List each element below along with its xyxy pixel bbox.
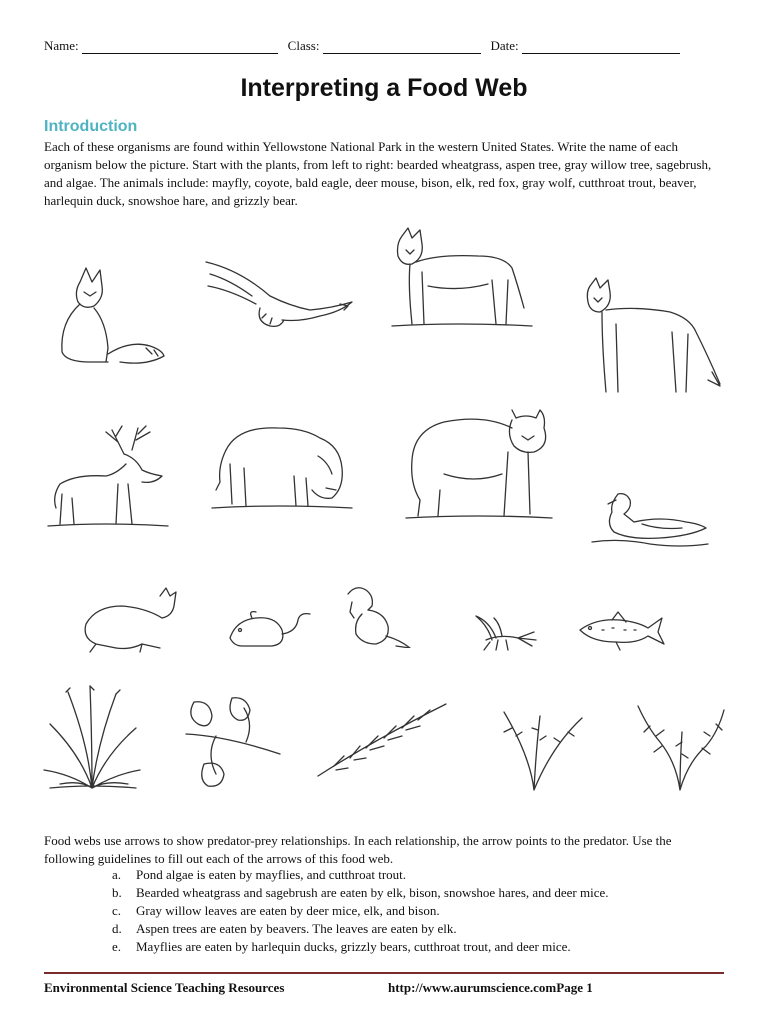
elk-drawing xyxy=(46,424,170,532)
student-info-line xyxy=(44,38,724,54)
fox-drawing xyxy=(50,262,168,370)
algae-drawing xyxy=(630,702,730,792)
guideline-item: e. Mayflies are eaten by harlequin ducks, grizzly bears, cutthroat trout, and deer mice. xyxy=(112,939,571,954)
guideline-item: a. Pond algae is eaten by mayflies, and cutthroat trout. xyxy=(112,867,407,882)
introduction-text: Each of these organisms are found within Yellowstone National Park in the western United States. Write the name of each organism below the picture. Start with the plants, from left to right: bearded wheatgrass, aspen tree, gray willow tree, sagebrush, and algae. The animals include: mayfly, coyote, bald eagle, deer mouse, bison, elk, red fox, gray wolf, cutthroat trout, beaver, harlequin duck, snowshoe hare, and grizzly bear. xyxy=(44,139,712,208)
coyote-drawing xyxy=(580,276,726,400)
guideline-item: c. Gray willow leaves are eaten by deer mice, elk, and bison. xyxy=(112,903,440,918)
name-blank[interactable] xyxy=(82,41,278,54)
trout-drawing xyxy=(576,608,666,656)
wheatgrass-drawing xyxy=(40,684,144,794)
footer-url-page[interactable]: http://www.aurumscience.comPage 1 xyxy=(388,980,593,995)
mouse-drawing xyxy=(226,604,312,652)
wolf-drawing xyxy=(388,226,536,330)
class-blank[interactable] xyxy=(323,41,481,54)
guideline-item: b. Bearded wheatgrass and sagebrush are eaten by elk, bison, snowshoe hares, and deer mice. xyxy=(112,885,609,900)
sagebrush-drawing xyxy=(494,706,586,792)
duck-drawing xyxy=(590,488,710,552)
willow-drawing xyxy=(314,700,450,780)
eagle-drawing xyxy=(200,256,358,336)
hare-drawing xyxy=(76,586,182,656)
guidelines-list xyxy=(112,866,732,956)
beaver-drawing xyxy=(338,582,412,648)
date-blank[interactable] xyxy=(522,41,680,54)
mayfly-drawing xyxy=(466,612,538,652)
guideline-item: d. Aspen trees are eaten by beavers. The leaves are eaten by elk. xyxy=(112,921,457,936)
bison-drawing xyxy=(208,416,356,516)
food-web-instructions: Food webs use arrows to show predator-prey relationships. In each relationship, the arrow points to the predator. Use the following guidelines to fill out each of the arrows of this food web. xyxy=(44,833,672,866)
name-label: Name: xyxy=(44,38,79,53)
footer-divider xyxy=(44,972,724,974)
page-title: Interpreting a Food Web xyxy=(240,74,528,102)
class-label: Class: xyxy=(287,38,320,53)
aspen-drawing xyxy=(176,694,286,790)
date-label: Date: xyxy=(490,38,519,53)
bear-drawing xyxy=(404,404,554,524)
footer-publisher: Environmental Science Teaching Resources xyxy=(44,980,285,995)
introduction-heading: Introduction xyxy=(44,118,138,135)
